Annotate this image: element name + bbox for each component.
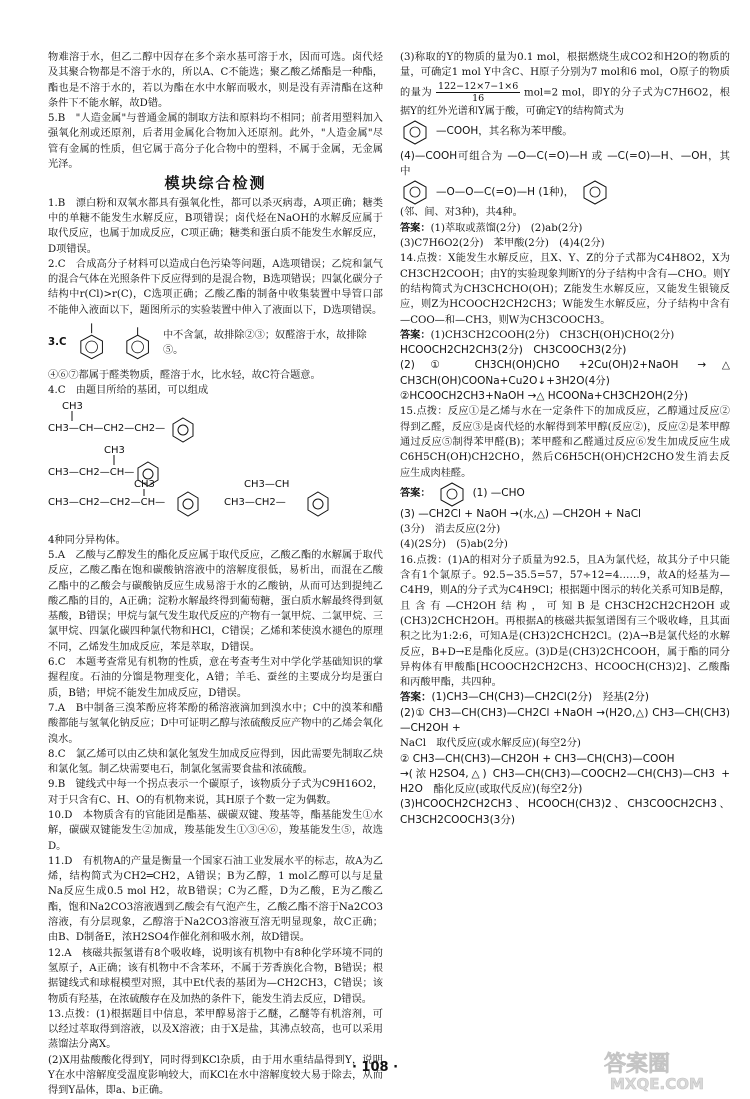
answer-16: 16.点拨：(1)A的相对分子质量为92.5，且A为氯代烃，故其分子中只能含有1个氯原子。92.5−35.5=57，57÷12=4……9，故A的烃基为—C4H9，则A的分子式为C4H9Cl；根据题中图示的转化关系可知B是醇，且含有—CH2OH结构，可知B是CH3CH2CH2CH2OH或(CH3)2CHCH2OH。再根据A的核磁共振氢谱图有三个吸收峰，且其面积之比为1:2:6，可知A是(CH3)2CHCH2Cl。(2)A→B是氯代烃的水解反应，B+D→E是酯化反应。(3)D是(CH3)2CHCOOH，属于酯的同分异构体有甲酸酯[HCOOCH2CH2CH3、HCOOCH(CH3)2]、乙酸酯和丙酸甲酯，共四种。 — [400, 554, 730, 689]
isomer-structures — [48, 401, 348, 531]
answer-14-key-line2: HCOOCH2CH2CH3(2分) CH3COOCH3(2分) — [400, 344, 627, 357]
benzene-ring-icon — [580, 179, 610, 205]
left-column — [48, 50, 383, 1099]
answer-15-key-line2: (3) —CH2Cl + NaOH →(水,△) —CH2OH + NaCl — [400, 507, 641, 520]
svg-text:答案圈: 答案圈 — [604, 1052, 671, 1077]
answer-13-part4-continued: (邻、间、对3种)，共4种。 — [400, 207, 523, 219]
answer-11: 11.D 有机物A的产量是衡量一个国家石油工业发展水平的标志，故A为乙烯，结构简式为CH2═CH2，A错误；B为乙醇，1 mol乙醇可以与足量Na反应生成0.5 mol H2，故B错误；C为乙醛，D为乙酸，E为乙酸乙酯，饱和Na2CO3溶液遇到乙酸会有气泡产生，乙酸乙酯不溶于Na2CO3溶液，有分层现象，乙醇溶于Na2CO3溶液互溶无明显现象，故C正确；由B、D制备E，浓H2SO4作催化剂和吸水剂，故D错误。 — [48, 855, 383, 944]
answer-13: 13.点拨：(1)根据题目中信息，苯甲醇易溶于乙醚，乙醚等有机溶剂，可以经过萃取得到溶液，以及X溶液；由于X是盐，其沸点较高，也可以采用蒸馏法分离X。 — [48, 1008, 383, 1051]
isomer-line: —O—O—C(=O)—H (1种)， — [400, 179, 730, 205]
answer-15-key-line3: (3分) 消去反应(2分) — [400, 524, 501, 536]
answer-4: 4.C 由题目所给的基团，可以组成 — [48, 385, 209, 397]
svg-text:MXQE.COM: MXQE.COM — [610, 1075, 704, 1093]
answer-3-label: 3.C — [48, 337, 67, 349]
answer-16-key-line4: ② CH3—CH(CH3)—CH2OH + CH3—CH(CH3)—COOH — [400, 752, 675, 765]
bromobenzene-structure — [118, 321, 157, 365]
toluene-structure — [72, 321, 111, 365]
benzene-ring-icon — [437, 481, 467, 507]
watermark-logo — [600, 1045, 730, 1093]
answer-16-key-line3: NaCl 取代反应(或水解反应)(每空2分) — [400, 738, 581, 750]
right-column — [400, 50, 730, 828]
benzoic-acid-line: —COOH，其名称为苯甲酸。 — [400, 119, 730, 145]
answer-14: 14.点拨：X能发生水解反应，且X、Y、Z的分子式都为C4H8O2，X为CH3CH2COOH；由Y的实验现象判断Y的分子结构中含有—CHO。则Y的结构简式为CH3CHCHO(OH)；Z能发生水解反应，又能发生银镜反应，则Z为HCOOCH2CH2CH3；W能发生水解反应，分子结构中含有—COO—和—CH3，则W为CH3COOCH3。 — [400, 253, 730, 326]
paragraph: 物难溶于水，但乙二醇中因存在多个亲水基可溶于水，因而可选。卤代烃及其聚合物都是不溶于水的，所以A、C不能选；聚乙酸乙烯酯是一种酯，酯也是不溶于水的，若以为酯在水中水解而吸水，则是没有弄清酯在这种条件下不能水解，故D错。 — [48, 52, 383, 109]
benzene-ring-icon — [400, 119, 430, 145]
paragraph: 5.B "人造金属"与普通金属的制取方法和原料均不相同；前者用塑料加入强氧化剂或还原剂，后者用金属化合物加入还原剂。此外，"人造金属"尽管有金属的性质，但它属于高分子化合物中的塑料，不属于金属，无金属光泽。 — [48, 113, 383, 171]
answer-3-structures — [48, 321, 383, 365]
fraction: $\frac{122-12\times 7-1\times 6}{16}$ — [438, 80, 519, 104]
answer-12: 12.A 核磁共振氢谱有8个吸收峰，说明该有机物中有8种化学环境不同的氢原子，A正确；该有机物中不含苯环，不属于芳香族化合物，B错误；根据键线式和球棍模型对照，其中Et代表的基团为—CH2CH3，C错误；该物质有羟基，在浓硫酸存在及加热的条件下，能发生消去反应，D错误。 — [48, 947, 383, 1005]
answer-15-key-line4: (4)(2S分) (5)ab(2分) — [400, 539, 508, 551]
answer-6: 6.C 本题考查常见有机物的性质，意在考查考生对中学化学基础知识的掌握程度。石油的分馏是物理变化，A错；羊毛、蚕丝的主要成分均是蛋白质，B错；甲烷不能发生加成反应，D错误。 — [48, 657, 383, 699]
svg-text:CH3—CH—CH2—CH2—: CH3—CH—CH2—CH2— — [48, 422, 166, 434]
page-number: · 108 · — [351, 1060, 399, 1075]
answer-13-part3: (3)称取的Y的物质的量为0.1 mol，根据燃烧生成CO2和H2O的物质的量，可确定1 mol Y中含C、H原子分别为7 mol和6 mol，O原子的物质的量为 $\frac{122-12\times 7-1\times 6}{16} mol=2$ mol，即Y的分子式为C7H6O2，根据Y的红外光谱和Y属于酸，可确定Y的结构简式为 — [400, 52, 730, 117]
svg-text:CH3—CH2—CH2—CH—: CH3—CH2—CH2—CH— — [48, 496, 166, 508]
svg-text:CH3—CH: CH3—CH — [244, 478, 290, 490]
answer-13-continued: (2)X用盐酸酸化得到Y，同时得到KCl杂质，由于用水重结晶得到Y，说明Y在水中溶解度受温度影响较大，而KCl在水中溶解度较大易于除去，从而得到Y晶体，即a、b正确。 — [48, 1054, 383, 1097]
answer-14-key: 答案：(1)CH3CH2COOH(2分) CH3CH(OH)CHO(2分) — [400, 329, 675, 341]
answer-13-part4: (4)—COOH可组合为 —O—C(=O)—H 或 —C(=O)—H、—OH，其中 — [400, 149, 730, 178]
benzene-ring-icon — [400, 179, 430, 205]
answer-15-key: 答案： (1) —CHO — [400, 481, 730, 507]
answer-1: 1.B 漂白粉和双氧水都具有强氧化性，都可以杀灭病毒，A项正确；糖类中的单糖不能发生水解反应，B项错误；卤代烃在NaOH的水解反应属于取代反应，也属于加成反应，C项正确；糖类和蛋白质不能发生水解反应，D项错误。 — [48, 197, 383, 255]
answer-4-continued: 4种同分异构体。 — [48, 534, 126, 546]
answer-2: 2.C 合成高分子材料可以造成白色污染等问题，A选项错误；乙烷和氯气的混合气体在光照条件下反应得到的是混合物，B选项错误；四氯化碳分子结构中r(Cl)>r(C)，C选项正确；乙酸乙酯的制备中收集装置中导管口部不能伸入液面以下，题图所示的实验装置中伸入了液面以下，D选项错误。 — [48, 258, 383, 316]
answer-16-key: 答案：(1)CH3—CH(CH3)—CH2Cl(2分) 羟基(2分) — [400, 691, 650, 704]
svg-text:CH3—CH2—CH—: CH3—CH2—CH— — [48, 466, 135, 478]
section-heading: 模块综合检测 — [164, 174, 267, 193]
answer-16-key-line2: (2)① CH3—CH(CH3)—CH2Cl +NaOH →(H2O,△) CH3—CH(CH3)—CH2OH + — [400, 706, 730, 734]
answer-15: 15.点拨：反应①是乙烯与水在一定条件下的加成反应，乙醇通过反应②得到乙醛，反应③是卤代烃的水解得到苯甲醇(反应②)，反应②是苯甲醇通过反应⑤制得苯甲醛(B)；苯甲醛和乙醛通过反应⑥发生加成反应生成C6H5CH(OH)CH2CHO，然后C6H5CH(OH)CH2CHO发生消去反应生成肉桂醛。 — [400, 406, 730, 479]
answer-16-key-line6: (3)HCOOCH2CH2CH3、HCOOCH(CH3)2、CH3COOCH2CH3、CH3CH2COOCH3(3分) — [400, 798, 730, 826]
answer-5: 5.A 乙酸与乙醇发生的酯化反应属于取代反应，乙酸乙酯的水解属于取代反应，乙酸乙酯在饱和碳酸钠溶液中的溶解度很低，易析出，而混在乙酸乙酯中的乙酸会与碳酸钠反应生成易溶于水的乙酸钠，从而可达到提纯乙酸乙酯的目的，A正确；淀粉水解最终得到葡萄糖，蛋白质水解最终得到氨基酸，B错误；甲烷与氯气发生取代反应的产物有一氯甲烷、二氯甲烷、三氯甲烷、四氯化碳四种氯代物和HCl，C错误；乙烯和苯使溴水褪色的原理不同，乙烯发生加成反应，苯是萃取，D错误。 — [48, 549, 383, 653]
answer-8: 8.C 氯乙烯可以由乙炔和氯化氢发生加成反应得到，因此需要先制取乙炔和氯化氢。制乙炔需要电石，制氯化氢需要食盐和浓硫酸。 — [48, 748, 383, 776]
answer-7: 7.A B中制备三溴苯酚应将苯酚的稀溶液滴加到溴水中；C中的溴苯和醋酸都能与氢氧化钠反应；D中可证明乙醇与浓硫酸反应产物中的乙烯会氧化溴水。 — [48, 702, 383, 745]
svg-text:CH3: CH3 — [62, 400, 83, 412]
answer-3-continued: ④⑥⑦都属于醛类物质，醛溶于水，比水轻，故C符合题意。 — [48, 370, 321, 382]
answer-13-key: 答案：(1)萃取或蒸馏(2分) (2)ab(2分) — [400, 222, 583, 234]
answer-10: 10.D 本物质含有的官能团是酯基、碳碳双键、羧基等，酯基能发生①水解，碳碳双键能发生②加成，羧基能发生①③④⑥，羧基能发生⑤，故选D。 — [48, 809, 383, 852]
svg-text:CH3—CH2—: CH3—CH2— — [224, 496, 286, 508]
answer-14-key-line3: (2)① CH3CH(OH)CHO +2Cu(OH)2+NaOH →△ CH3CH(OH)COONa+Cu2O↓+3H2O(4分) — [400, 359, 730, 387]
answer-13-key-continued: (3)C7H6O2(2分) 苯甲酸(2分) (4)4(2分) — [400, 238, 605, 250]
answer-9: 9.B 键线式中每一个拐点表示一个碳原子，该物质分子式为C9H16O2，对于只含有C、H、O的有机物来说，其H原子个数一定为偶数。 — [48, 779, 383, 806]
svg-text:CH3: CH3 — [104, 444, 125, 456]
answer-16-key-line5: →(浓H2SO4,△) CH3—CH(CH3)—COOCH2—CH(CH3)—CH3 + H2O 酯化反应(或取代反应)(每空2分) — [400, 767, 730, 796]
svg-text:CH3: CH3 — [134, 478, 155, 490]
answer-14-key-line4: ②HCOOCH2CH3+NaOH →△ HCOONa+CH3CH2OH(2分) — [400, 390, 688, 403]
answer-3-text: 中不含氯，故排除②③；奴醛溶于水，故排除⑤。 — [162, 329, 367, 357]
